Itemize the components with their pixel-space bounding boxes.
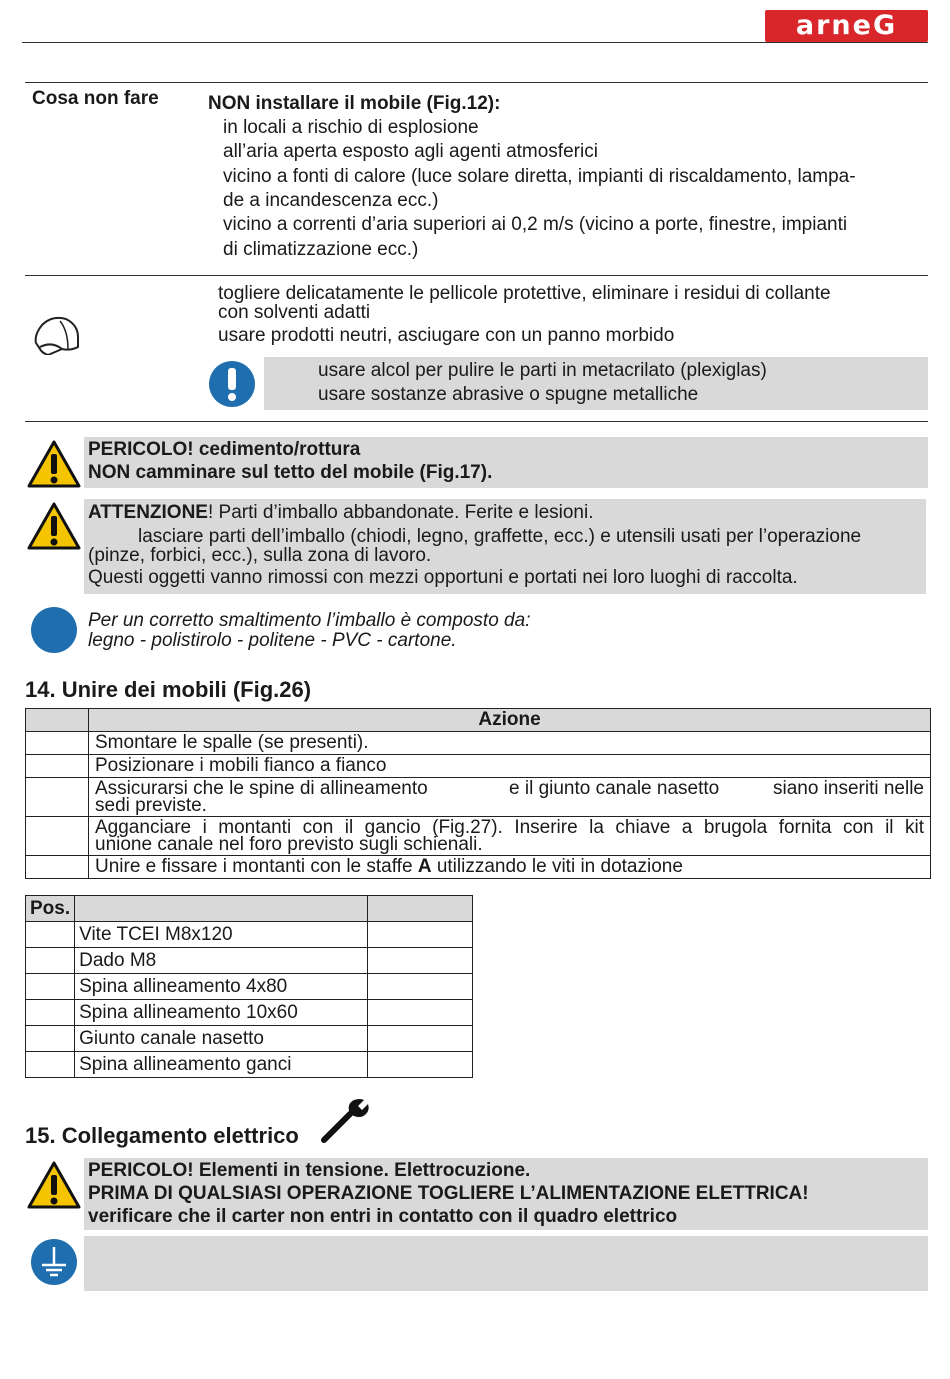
table-cell	[26, 948, 75, 974]
ground-info-box	[84, 1236, 928, 1291]
disposal-line: Per un corretto smaltimento l’imballo è composto da:	[88, 610, 531, 631]
danger-title: PERICOLO! Elementi in tensione. Elettrocuzione.	[88, 1160, 531, 1181]
table-cell	[368, 974, 473, 1000]
table-row	[26, 974, 473, 1000]
table-cell	[26, 1052, 75, 1078]
table-cell: Dado M8	[75, 948, 368, 974]
table-header-cell: Pos.	[26, 896, 75, 922]
section-14-title: 14. Unire dei mobili (Fig.26)	[25, 677, 312, 702]
table-row	[26, 948, 473, 974]
table-text: A	[417, 856, 432, 877]
table-cell	[26, 922, 75, 948]
table-cell	[368, 1026, 473, 1052]
section-divider	[25, 421, 928, 422]
list-item: di climatizzazione ecc.)	[223, 239, 419, 260]
disposal-line: legno - polistirolo - politene - PVC - cartone.	[88, 630, 457, 651]
table-cell: Smontare le spalle (se presenti).	[89, 732, 931, 755]
table-cell	[26, 1000, 75, 1026]
attention-text: ! Parti d’imballo abbandonate. Ferite e lesioni.	[207, 502, 594, 523]
list-item: vicino a fonti di calore (luce solare diretta, impianti di riscaldamento, lampa-	[223, 166, 856, 187]
warning-triangle-icon	[27, 1161, 81, 1209]
cosa-non-fare-title: NON installare il mobile (Fig.12):	[208, 93, 501, 114]
attention-line: (pinze, forbici, ecc.), sulla zona di lavoro.	[88, 545, 432, 566]
warning-triangle-icon	[27, 440, 81, 488]
cleaning-line: con solventi adatti	[218, 302, 371, 323]
prohibition-line: usare sostanze abrasive o spugne metalliche	[318, 384, 699, 405]
table-cell	[26, 856, 89, 879]
table-cell	[26, 755, 89, 778]
attention-line	[88, 502, 594, 524]
table-header-cell	[368, 896, 473, 922]
table-cell	[26, 974, 75, 1000]
table-cell	[26, 1026, 75, 1052]
table-text: Agganciare i montanti con il gancio (Fig.27). Inserire la chiave a brugola fornita con il kit	[95, 817, 924, 838]
table-cell	[26, 732, 89, 755]
table-row	[26, 922, 473, 948]
table-cell	[368, 1000, 473, 1026]
table-row	[26, 856, 931, 879]
section-divider	[25, 275, 928, 276]
cleaning-line: togliere delicatamente le pellicole protettive, eliminare i residui di collante	[218, 283, 831, 304]
attention-line: lasciare parti dell’imballo (chiodi, legno, graffette, ecc.) e utensili usati per l’operazione	[138, 526, 862, 547]
danger-title: PERICOLO! cedimento/rottura	[88, 439, 361, 460]
table-text: sedi previste.	[95, 795, 207, 816]
table-cell	[26, 778, 89, 817]
table-text: Assicurarsi che le spine di allineamento	[95, 778, 428, 799]
info-circle-icon	[30, 606, 78, 654]
table-header-row	[26, 709, 931, 732]
table-row	[26, 1000, 473, 1026]
attention-label: ATTENZIONE	[88, 502, 208, 523]
table-cell	[89, 856, 931, 879]
table-cell	[89, 817, 931, 856]
table-cell	[26, 817, 89, 856]
danger-text: PRIMA DI QUALSIASI OPERAZIONE TOGLIERE L’ALIMENTAZIONE ELETTRICA!	[88, 1183, 809, 1204]
cap-icon	[32, 313, 82, 355]
cleaning-line: usare prodotti neutri, asciugare con un panno morbido	[218, 325, 675, 346]
table-row	[26, 817, 931, 856]
prohibition-line: usare alcol per pulire le parti in metacrilato (plexiglas)	[318, 360, 767, 381]
table-row	[26, 1052, 473, 1078]
list-item: vicino a correnti d’aria superiori ai 0,2 m/s (vicino a porte, finestre, impianti	[223, 214, 848, 235]
table-row	[26, 755, 931, 778]
table-header-cell: Azione	[89, 709, 931, 732]
table-cell: Spina allineamento 10x60	[75, 1000, 368, 1026]
danger-text: NON camminare sul tetto del mobile (Fig.17).	[88, 462, 493, 483]
list-item: all’aria aperta esposto agli agenti atmosferici	[223, 141, 598, 162]
table-row	[26, 732, 931, 755]
table-cell: Spina allineamento ganci	[75, 1052, 368, 1078]
ground-icon	[30, 1238, 78, 1286]
table-header-row	[26, 896, 473, 922]
parts-table	[25, 895, 473, 1078]
actions-table	[25, 708, 931, 879]
section-15-title: 15. Collegamento elettrico	[25, 1123, 299, 1148]
table-text: utilizzando le viti in dotazione	[431, 856, 683, 877]
header-divider	[22, 42, 928, 43]
attention-line: Questi oggetti vanno rimossi con mezzi opportuni e portati nei loro luoghi di raccolta.	[88, 567, 798, 588]
table-cell	[26, 709, 89, 732]
table-text: Unire e fissare i montanti con le staffe	[95, 856, 418, 877]
list-item: in locali a rischio di esplosione	[223, 117, 479, 138]
table-text: siano inseriti nelle	[772, 778, 924, 799]
table-cell	[368, 922, 473, 948]
table-cell: Spina allineamento 4x80	[75, 974, 368, 1000]
table-cell	[368, 1052, 473, 1078]
arneg-logo: arneG	[765, 10, 928, 42]
table-text: e il giunto canale nasetto	[509, 778, 720, 799]
list-item: de a incandescenza ecc.)	[223, 190, 439, 211]
warning-triangle-icon	[27, 502, 81, 550]
section-divider	[25, 82, 928, 83]
table-cell: Posizionare i mobili fianco a fianco	[89, 755, 931, 778]
table-row	[26, 1026, 473, 1052]
danger-text: verificare che il carter non entri in contatto con il quadro elettrico	[88, 1206, 678, 1227]
cosa-non-fare-label: Cosa non fare	[32, 88, 159, 109]
table-cell	[368, 948, 473, 974]
table-row	[26, 778, 931, 817]
exclamation-icon	[208, 360, 256, 408]
table-cell	[89, 778, 931, 817]
table-text: unione canale nel foro previsto sugli schienali.	[95, 834, 483, 855]
table-cell: Vite TCEI M8x120	[75, 922, 368, 948]
table-header-cell	[75, 896, 368, 922]
wrench-icon	[320, 1096, 372, 1144]
table-cell: Giunto canale nasetto	[75, 1026, 368, 1052]
